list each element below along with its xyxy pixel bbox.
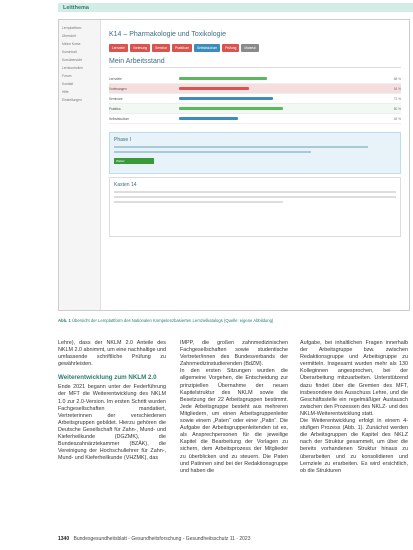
text-column-1 (58, 340, 166, 462)
caption-label: Abb. 1 (58, 318, 71, 323)
sidebar-item: Meine Kurse (62, 42, 81, 46)
course-heading: K14 – Pharmakologie und Toxikologie (109, 31, 227, 38)
progress-row (109, 94, 401, 104)
phase-text-line (114, 146, 368, 148)
progress-row (109, 74, 401, 84)
sidebar-item: Kursübersicht (62, 58, 83, 62)
tab-selbststudium: Selbststudium (194, 44, 220, 52)
sidebar-item: Lernkontrollen (62, 66, 83, 70)
progress-table (109, 74, 401, 124)
row-label: Vorlesungen (109, 86, 127, 91)
paragraph: Aufgabe, bei inhaltlichen Fragen innerhalb der Arbeitsgruppe bzw. zwischen Redaktionsgruppe und Arbeitsgruppe zu vermitteln. Insgesamt wurden mehr als 130 Kolleginnen angesprochen, bei der Überarbeitung mitzuarbeiten. Unterstützend dazu findet über die Gremien des MFT, insbesondere des Ausschuss Lehre, und die Geschäftsstelle ein regelmäßiger Austausch zwischen den Prozessen des NKLZ- und des NKLM-Weiterentwicklung statt. (300, 340, 408, 417)
figure-caption (58, 318, 413, 323)
paragraph: Die Weiterentwicklung erfolgt in einem 4-stufigen Prozess (Abb. 1). Zunächst werden die Arbeitsgruppen die Kapitel des NKLZ nach der Struktur gesammelt, um über die bereits vorhandenen Struktur hinaus zu überarbeiten und zu konsolidieren und Lernziele zu erarbeiten. Es wird ersichtlich, ob die Strukturen (300, 418, 408, 474)
tab-seminar: Seminar (152, 44, 170, 52)
sidebar-item: Übersicht (62, 34, 76, 38)
row-label: Praktika (109, 106, 121, 111)
text-column-2 (180, 340, 288, 475)
tab-vorlesung: Vorlesung (130, 44, 150, 52)
tab-praktikum: Praktikum (172, 44, 192, 52)
platform-screenshot (58, 19, 410, 311)
sidebar-item: Einstellungen (62, 98, 82, 102)
row-label: Lernziele (109, 76, 122, 81)
progress-bar (179, 107, 283, 110)
row-value: 72 % (393, 96, 401, 101)
sidebar-item: Forum (62, 74, 72, 78)
progress-row (109, 114, 401, 124)
row-value: 68 % (393, 76, 401, 81)
section-heading: Weiterentwicklung zum NKLM 2.0 (58, 374, 157, 382)
screenshot-main (101, 20, 409, 310)
kasten-text-line (114, 191, 396, 193)
progress-bar (179, 97, 273, 100)
paragraph: In den ersten Sitzungen wurden die allgemeine Vorgehen, die Entscheidung zur prinzipiellen Übernahme der neuen Kapitelstruktur des NKLM sowie die Besetzung der 22 Arbeitsgruppen bestimmt. Jede Arbeitsgruppe besteht aus mehreren Mitgliedern, um einen Arbeitsgruppenleiter sowie einem „Paten“ oder einer „Patin“. Die Aufgabe der Arbeitsgruppenleitenden ist es, als Ansprechpersonen für die jeweilige Kapitel die Bearbeitung der Vorlagen zu sichern, dem Arbeitsprozess der Mitglieder zu überblicken und zu steuern. Die Paten und Patinnen sind bei der Redaktionsgruppe und haben die (180, 368, 288, 474)
sidebar-item: Lernplattform (62, 26, 82, 30)
phase-button: Weiter (114, 158, 154, 164)
tab-material: Material (241, 44, 258, 52)
section-label: Leitthema (58, 3, 413, 12)
progress-bar (179, 77, 267, 80)
row-label: Seminare (109, 96, 123, 101)
kasten-text-line (114, 196, 396, 198)
phase-text-line (114, 151, 311, 153)
paragraph: Lehre), dass der NKLM 2.0 Anteile des NKLM 2.0 abnimmt, um eine nachhaltige und umfassende schriftliche Prüfung zu gewährleisten. (58, 340, 166, 368)
kasten-panel (109, 177, 401, 237)
course-tabs (109, 44, 401, 52)
page-footer (58, 536, 413, 542)
text-column-3 (300, 340, 408, 475)
kasten-text-line (114, 201, 283, 203)
progress-row (109, 84, 401, 94)
tab-lernziele: Lernziele (109, 44, 128, 52)
row-value: 54 % (393, 86, 401, 91)
phase-title: Phase I (114, 137, 131, 143)
row-value: 80 % (393, 106, 401, 111)
sidebar-item: Kursinhalt (62, 50, 77, 54)
tab-pruefung: Prüfung (222, 44, 239, 52)
progress-bar (179, 117, 238, 120)
row-label: Selbststudium (109, 116, 130, 121)
paragraph: Ende 2021 begann unter der Federführung der MFT die Weiterentwicklung des NKLM 1.0 zur 2.0-Version. Im ersten Schritt wurden Fachgesellschaften mandatiert, Vertreterinnen der verschiedenen Arbeitsgruppen gebildet. Hierzu gehören die Deutsche Gesellschaft für Zahn-, Mund- und Kieferheilkunde (DGZMK), die Bundeszahnärztekammer (BZÄK), die Vereinigung der Hochschullehrer für Zahn-, Mund- und Kieferheilkunde (VHZMK), das (58, 384, 166, 462)
progress-bar (179, 87, 249, 90)
sidebar-item: Hilfe (62, 90, 69, 94)
row-value: 45 % (393, 116, 401, 121)
screenshot-sidebar (59, 20, 101, 310)
progress-section-title: Mein Arbeitsstand (109, 58, 401, 68)
paragraph: IMPP, die großen zahnmedizinischen Fachgesellschaften sowie studentische Vertreter/innen des Bundesverbands der Zahnmedizinstudierenden (BdZM). (180, 340, 288, 368)
phase-panel (109, 132, 401, 174)
caption-text: Übersicht der Lernplattform des Nationalen Kompetenzbasierten Lernzielkatalogs (Quelle: eigene Abbildung) (71, 318, 274, 323)
page-number: 1340 (58, 536, 70, 542)
kasten-title: Kasten 14 (114, 182, 137, 188)
progress-row (109, 104, 401, 114)
sidebar-item: Kontakt (62, 82, 74, 86)
journal-name: Bundesgesundheitsblatt - Gesundheitsforschung - Gesundheitsschutz 11 · 2023 (73, 536, 251, 542)
